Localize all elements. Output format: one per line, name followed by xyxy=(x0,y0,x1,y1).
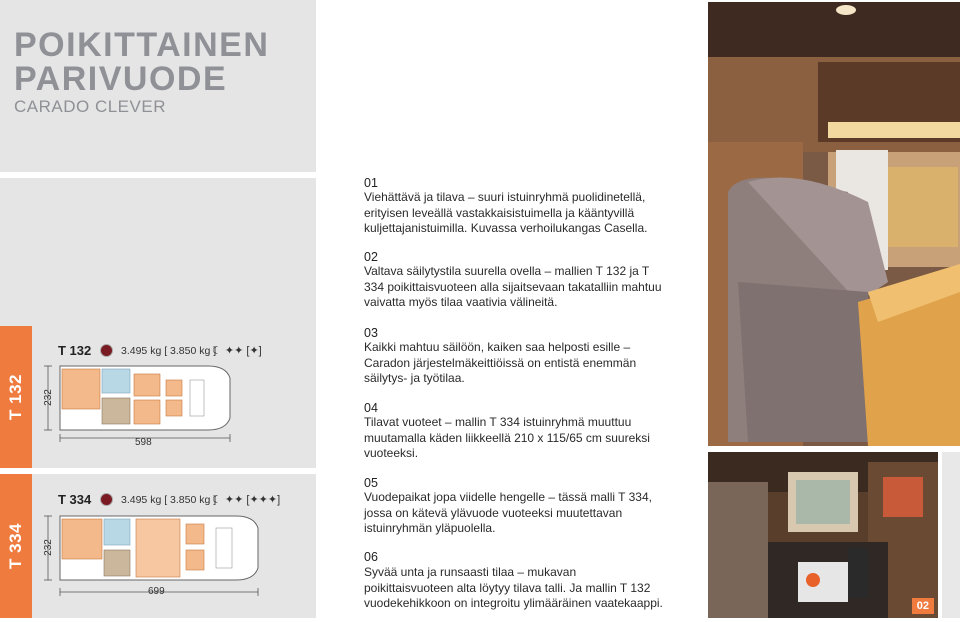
side-tab-t132: T 132 xyxy=(0,326,32,468)
item-text: Vuodepaikat jopa viidelle hengelle – tässä malli T 334, jossa on kätevä ylävuode vuoteeksi muutettavan istuinryhmän yläpuolella. xyxy=(364,490,652,535)
item-text: Syvää unta ja runsaasti tilaa – mukavan poikittaisvuoteen alta löytyy tilava talli. Ja mallin T 132 vuodekehikkoon on integroitu ylimääräinen vaatekaappi. xyxy=(364,565,663,610)
side-tab-t334: T 334 xyxy=(0,474,32,618)
berth-icons-t132: ☾ ✦✦ [✦] xyxy=(212,345,262,357)
berth-icons-t334: ☾ ✦✦ [✦✦✦] xyxy=(212,494,281,506)
floorplan-t132 xyxy=(40,360,270,450)
rear-garage-photo xyxy=(708,452,938,618)
page-title-line2: PARIVUODE xyxy=(14,60,228,98)
item-number: 02 xyxy=(364,250,378,264)
title-panel xyxy=(0,0,316,172)
weight-spec-t132: 3.495 kg [ 3.850 kg ] xyxy=(121,345,217,357)
photo-edge-strip xyxy=(942,452,960,618)
item-text: Viehättävä ja tilava – suuri istuinryhmä puolidinetellä, erityisen leveällä vastakkaisistuimella ja kääntyvillä kuljettajanistuimilla. Kuvassa verhoilukangas Casella. xyxy=(364,190,648,235)
item-number: 05 xyxy=(364,476,378,490)
brand-icon xyxy=(100,493,113,506)
item-number: 06 xyxy=(364,550,378,564)
item-number: 04 xyxy=(364,401,378,415)
weight-spec-t334: 3.495 kg [ 3.850 kg ] xyxy=(121,494,217,506)
item-number: 03 xyxy=(364,326,378,340)
brand-icon xyxy=(100,344,113,357)
item-text: Tilavat vuoteet – mallin T 334 istuinryhmä muuttuu muutamalla käden liikkeellä 210 x 115/65 cm suureksi vuoteeksi. xyxy=(364,415,650,460)
item-text: Kaikki mahtuu säilöön, kaiken saa helposti esille – Caradon järjestelmäkeittiöissä on entistä enemmän säilytys- ja työtilaa. xyxy=(364,340,637,385)
model-label-t334: T 334 xyxy=(58,492,92,507)
length-dim-t334: 699 xyxy=(148,586,165,597)
page-subtitle: CARADO CLEVER xyxy=(14,97,166,116)
interior-seating-photo xyxy=(708,2,960,446)
model-label-t132: T 132 xyxy=(58,343,92,358)
length-dim-t132: 598 xyxy=(135,437,152,448)
floorplan-t334 xyxy=(40,508,270,598)
photo-number-badge: 02 xyxy=(912,598,934,614)
page-title-line1: POIKITTAINEN xyxy=(14,26,270,64)
item-text: Valtava säilytystila suurella ovella – mallien T 132 ja T 334 poikittaisvuoteen alla sijaitsevaan takatalliin mahtuu vaivatta myös tilaa vaativia välineitä. xyxy=(364,264,662,309)
item-number: 01 xyxy=(364,176,378,190)
